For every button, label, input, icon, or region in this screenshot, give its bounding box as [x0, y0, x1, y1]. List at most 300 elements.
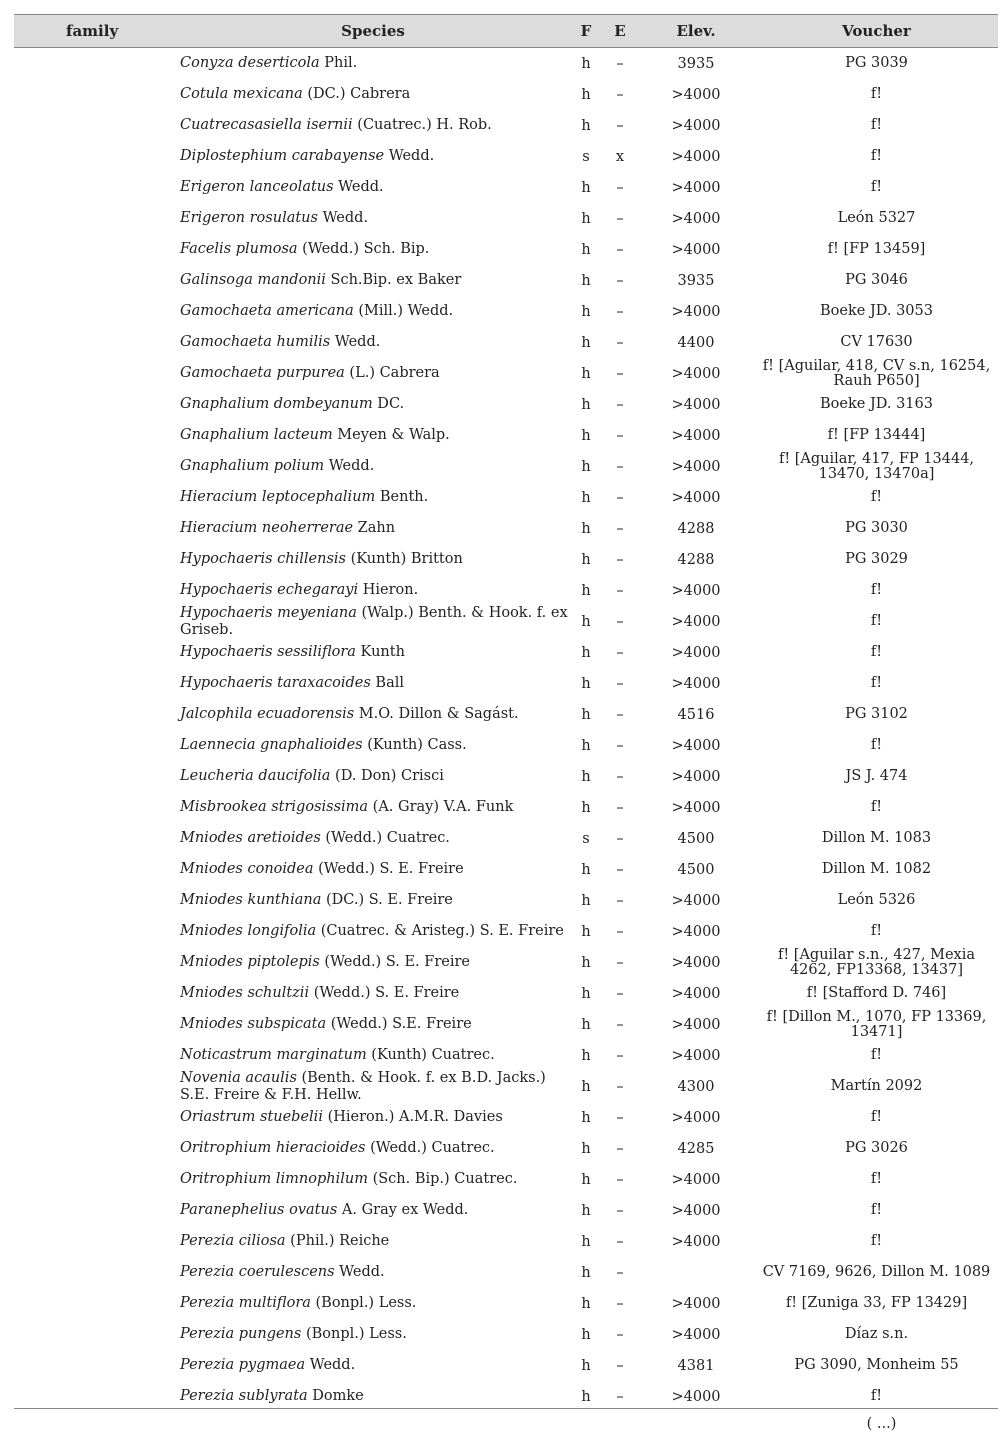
species-author: (Walp.) Benth. & Hook. f. ex Griseb. [180, 604, 568, 638]
elevation-cell: >4000 [671, 799, 721, 816]
growth-form-cell: h [581, 1047, 591, 1064]
species-cell [177, 1016, 569, 1033]
table-row [14, 544, 998, 575]
endemic-cell: – [616, 489, 624, 506]
growth-form-cell: h [581, 799, 591, 816]
elevation-cell: 4516 [677, 706, 715, 723]
species-name: Hypochaeris chillensis [180, 551, 346, 567]
species-author: Wedd. [333, 179, 384, 195]
elevation-cell: 3935 [677, 272, 715, 289]
species-name: Hypochaeris sessiliflora [180, 644, 356, 660]
growth-form-cell: h [581, 892, 591, 909]
species-cell [177, 1202, 569, 1219]
growth-form-cell: h [581, 923, 591, 940]
species-author: Sch.Bip. ex Baker [325, 272, 462, 288]
species-name: Mniodes conoidea [180, 861, 314, 877]
table-body [14, 48, 998, 1412]
species-name: Mniodes kunthiana [180, 892, 322, 908]
growth-form-cell: h [581, 985, 591, 1002]
table-row [14, 1288, 998, 1319]
endemic-cell: – [616, 303, 624, 320]
species-name: Diplostephium carabayense [180, 148, 385, 164]
species-author: Wedd. [305, 1357, 356, 1373]
endemic-cell: – [616, 1078, 624, 1095]
species-cell [177, 985, 569, 1002]
voucher-cell: León 5327 [837, 210, 916, 226]
table-row [14, 1226, 998, 1257]
species-name: Mniodes aretioides [180, 830, 321, 846]
voucher-cell: f! [870, 1171, 883, 1187]
species-author: Wedd. [324, 458, 375, 474]
species-author: Zahn [353, 520, 396, 536]
table-row [14, 451, 998, 482]
continued-marker: ( ...) [866, 1416, 897, 1432]
species-author: (Wedd.) S. E. Freire [319, 954, 470, 970]
growth-form-cell: h [581, 1326, 591, 1343]
species-name: Perezia ciliosa [180, 1233, 286, 1249]
growth-form-cell: h [581, 86, 591, 103]
species-cell [177, 799, 569, 816]
table-row [14, 668, 998, 699]
endemic-cell: – [616, 458, 624, 475]
voucher-cell: f! [870, 923, 883, 939]
species-cell [177, 582, 569, 599]
species-author: (Mill.) Wedd. [353, 303, 454, 319]
species-name: Jalcophila ecuadorensis [180, 706, 355, 722]
endemic-cell: – [616, 427, 624, 444]
table-row [14, 420, 998, 451]
species-author: (A. Gray) V.A. Funk [368, 799, 514, 815]
table-row [14, 854, 998, 885]
growth-form-cell: h [581, 582, 591, 599]
growth-form-cell: h [581, 768, 591, 785]
voucher-cell: PG 3039 [845, 55, 908, 71]
growth-form-cell: h [581, 55, 591, 72]
table-header [14, 14, 998, 48]
endemic-cell: – [616, 1109, 624, 1126]
growth-form-cell: s [582, 148, 590, 165]
elevation-cell: >4000 [671, 675, 721, 692]
voucher-cell: PG 3030 [845, 520, 908, 536]
species-cell [177, 334, 569, 351]
growth-form-cell: h [581, 272, 591, 289]
endemic-cell: – [616, 241, 624, 258]
elevation-cell: >4000 [671, 1295, 721, 1312]
table-row [14, 172, 998, 203]
table-row [14, 1071, 998, 1102]
table-row [14, 1195, 998, 1226]
voucher-cell: f! [Aguilar s.n., 427, Mexia 4262, FP13368, 13437] [777, 946, 975, 978]
species-cell [177, 644, 569, 661]
elevation-cell: >4000 [671, 1047, 721, 1064]
endemic-cell: – [616, 799, 624, 816]
species-author: (D. Don) Crisci [330, 768, 444, 784]
growth-form-cell: h [581, 520, 591, 537]
species-name: Oriastrum stuebelii [180, 1109, 323, 1125]
elevation-cell: >4000 [671, 1233, 721, 1250]
growth-form-cell: h [581, 1264, 591, 1281]
species-author: Meyen & Walp. [332, 427, 450, 443]
table-row [14, 265, 998, 296]
table-row [14, 110, 998, 141]
species-cell [177, 241, 569, 258]
elevation-cell: >4000 [671, 303, 721, 320]
species-author: (Wedd.) S. E. Freire [313, 861, 464, 877]
species-author: (Benth. & Hook. f. ex B.D. Jacks.) S.E. Freire & F.H. Hellw. [180, 1069, 546, 1103]
growth-form-cell: h [581, 334, 591, 351]
species-author: (Wedd.) Cuatrec. [365, 1140, 495, 1156]
elevation-cell: >4000 [671, 644, 721, 661]
elevation-cell: >4000 [671, 148, 721, 165]
elevation-cell: >4000 [671, 458, 721, 475]
voucher-cell: f! [FP 13444] [827, 427, 926, 443]
elevation-cell: >4000 [671, 396, 721, 413]
table-row [14, 141, 998, 172]
species-cell [177, 55, 569, 72]
growth-form-cell: h [581, 644, 591, 661]
voucher-cell: PG 3029 [845, 551, 908, 567]
growth-form-cell: h [581, 396, 591, 413]
voucher-cell: Dillon M. 1083 [821, 830, 932, 846]
species-name: Novenia acaulis [180, 1069, 297, 1086]
table-row [14, 823, 998, 854]
table-row [14, 761, 998, 792]
endemic-cell: – [616, 1140, 624, 1157]
elevation-cell: >4000 [671, 241, 721, 258]
growth-form-cell: h [581, 1171, 591, 1188]
growth-form-cell: h [581, 1388, 591, 1405]
species-name: Perezia pungens [180, 1326, 302, 1342]
species-author: Wedd. [330, 334, 381, 350]
species-author: (Wedd.) Sch. Bip. [297, 241, 430, 257]
species-name: Hieracium leptocephalium [180, 489, 376, 505]
voucher-cell: León 5326 [837, 892, 916, 908]
elevation-cell: >4000 [671, 1326, 721, 1343]
species-name: Mniodes schultzii [180, 985, 310, 1001]
endemic-cell: – [616, 644, 624, 661]
species-name: Galinsoga mandonii [180, 272, 326, 288]
species-author: Hieron. [358, 582, 419, 598]
voucher-cell: f! [870, 1109, 883, 1125]
elevation-cell: >4000 [671, 86, 721, 103]
endemic-cell: – [616, 582, 624, 599]
species-cell [177, 272, 569, 289]
table-row [14, 48, 998, 79]
endemic-cell: – [616, 117, 624, 134]
species-author: (DC.) Cabrera [302, 86, 411, 102]
voucher-cell: f! [870, 582, 883, 598]
species-table [14, 14, 998, 1412]
voucher-cell: f! [870, 1202, 883, 1218]
species-name: Erigeron rosulatus [180, 210, 318, 226]
table-row [14, 296, 998, 327]
species-author: Domke [307, 1388, 364, 1404]
voucher-cell: PG 3026 [845, 1140, 908, 1156]
voucher-cell: f! [870, 86, 883, 102]
voucher-cell: f! [870, 1233, 883, 1249]
endemic-cell: – [616, 86, 624, 103]
table-row [14, 234, 998, 265]
species-cell [177, 1109, 569, 1126]
endemic-cell: – [616, 55, 624, 72]
species-cell [177, 179, 569, 196]
table-row [14, 1257, 998, 1288]
elevation-cell: >4000 [671, 1202, 721, 1219]
voucher-cell: JS J. 474 [845, 768, 908, 784]
table-row [14, 1319, 998, 1350]
species-name: Hypochaeris echegarayi [180, 582, 359, 598]
species-author: (Wedd.) S. E. Freire [309, 985, 460, 1001]
endemic-cell: x [615, 148, 625, 165]
elevation-cell: >4000 [671, 923, 721, 940]
growth-form-cell: h [581, 1109, 591, 1126]
growth-form-cell: h [581, 427, 591, 444]
voucher-cell: f! [870, 148, 883, 164]
growth-form-cell: h [581, 117, 591, 134]
species-author: (Bonpl.) Less. [301, 1326, 407, 1342]
table-row [14, 513, 998, 544]
elevation-cell: >4000 [671, 1171, 721, 1188]
growth-form-cell: h [581, 954, 591, 971]
endemic-cell: – [616, 179, 624, 196]
growth-form-cell: h [581, 613, 591, 630]
species-author: (Wedd.) S.E. Freire [326, 1016, 472, 1032]
header-e: E [614, 22, 626, 40]
growth-form-cell: h [581, 179, 591, 196]
species-cell [177, 520, 569, 537]
species-cell [177, 1295, 569, 1312]
table-row [14, 1350, 998, 1381]
elevation-cell: >4000 [671, 427, 721, 444]
endemic-cell: – [616, 210, 624, 227]
table-row [14, 1102, 998, 1133]
species-name: Perezia multiflora [180, 1295, 311, 1311]
voucher-cell: f! [870, 117, 883, 133]
voucher-cell: f! [FP 13459] [827, 241, 926, 257]
table-row [14, 1009, 998, 1040]
voucher-cell: Dillon M. 1082 [821, 861, 932, 877]
endemic-cell: – [616, 675, 624, 692]
growth-form-cell: h [581, 706, 591, 723]
endemic-cell: – [616, 1295, 624, 1312]
species-name: Cuatrecasasiella isernii [180, 117, 353, 133]
elevation-cell: >4000 [671, 613, 721, 630]
elevation-cell: >4000 [671, 954, 721, 971]
species-name: Gnaphalium dombeyanum [180, 396, 373, 412]
growth-form-cell: h [581, 303, 591, 320]
endemic-cell: – [616, 830, 624, 847]
table-bottom-rule [14, 1408, 998, 1409]
growth-form-cell: s [582, 830, 590, 847]
endemic-cell: – [616, 768, 624, 785]
species-cell [177, 396, 569, 413]
growth-form-cell: h [581, 1140, 591, 1157]
endemic-cell: – [616, 334, 624, 351]
endemic-cell: – [616, 954, 624, 971]
endemic-cell: – [616, 1326, 624, 1343]
endemic-cell: – [616, 861, 624, 878]
growth-form-cell: h [581, 737, 591, 754]
elevation-cell: >4000 [671, 1016, 721, 1033]
growth-form-cell: h [581, 489, 591, 506]
species-name: Laennecia gnaphalioides [180, 737, 363, 753]
species-name: Perezia sublyrata [180, 1388, 308, 1404]
growth-form-cell: h [581, 1078, 591, 1095]
species-cell [177, 737, 569, 754]
elevation-cell: 4288 [677, 520, 715, 537]
table-row [14, 327, 998, 358]
species-cell [177, 551, 569, 568]
table-row [14, 606, 998, 637]
endemic-cell: – [616, 365, 624, 382]
voucher-cell: f! [Zuniga 33, FP 13429] [785, 1295, 968, 1311]
species-name: Oritrophium limnophilum [180, 1171, 368, 1187]
growth-form-cell: h [581, 1357, 591, 1374]
species-name: Gnaphalium lacteum [180, 427, 333, 443]
voucher-cell: f! [Aguilar, 418, CV s.n, 16254, Rauh P650] [762, 357, 991, 389]
species-cell [177, 303, 569, 320]
growth-form-cell: h [581, 1295, 591, 1312]
voucher-cell: f! [Aguilar, 417, FP 13444, 13470, 13470a] [778, 450, 975, 482]
table-row [14, 1164, 998, 1195]
endemic-cell: – [616, 706, 624, 723]
endemic-cell: – [616, 520, 624, 537]
elevation-cell: >4000 [671, 210, 721, 227]
header-elevation: Elev. [676, 22, 716, 40]
species-cell [177, 892, 569, 909]
elevation-cell: >4000 [671, 489, 721, 506]
endemic-cell: – [616, 985, 624, 1002]
endemic-cell: – [616, 737, 624, 754]
species-author: Ball [370, 675, 405, 691]
species-name: Paranephelius ovatus [180, 1202, 338, 1218]
elevation-cell: >4000 [671, 985, 721, 1002]
voucher-cell: CV 7169, 9626, Dillon M. 1089 [762, 1264, 991, 1280]
species-cell [177, 1388, 569, 1405]
voucher-cell: Martín 2092 [830, 1078, 923, 1094]
species-name: Hieracium neoherrerae [180, 520, 354, 536]
voucher-cell: f! [870, 179, 883, 195]
elevation-cell: >4000 [671, 365, 721, 382]
elevation-cell: >4000 [671, 737, 721, 754]
voucher-cell: CV 17630 [840, 334, 913, 350]
elevation-cell: 4288 [677, 551, 715, 568]
voucher-cell: Díaz s.n. [844, 1326, 909, 1342]
species-cell [177, 1047, 569, 1064]
elevation-cell: >4000 [671, 117, 721, 134]
species-name: Misbrookea strigosissima [180, 799, 369, 815]
species-cell [177, 489, 569, 506]
table-row [14, 947, 998, 978]
species-author: (Kunth) Britton [345, 551, 463, 567]
header-f: F [580, 22, 592, 40]
species-author: (Phil.) Reiche [285, 1233, 390, 1249]
species-cell [177, 923, 569, 940]
growth-form-cell: h [581, 551, 591, 568]
endemic-cell: – [616, 1016, 624, 1033]
species-author: Wedd. [334, 1264, 385, 1280]
species-author: (Kunth) Cass. [362, 737, 467, 753]
species-cell [177, 1233, 569, 1250]
endemic-cell: – [616, 1388, 624, 1405]
endemic-cell: – [616, 1233, 624, 1250]
species-name: Gamochaeta humilis [180, 334, 331, 350]
species-cell [177, 427, 569, 444]
species-cell [177, 706, 569, 723]
table-row [14, 1040, 998, 1071]
voucher-cell: f! [870, 799, 883, 815]
voucher-cell: f! [870, 675, 883, 691]
species-name: Mniodes longifolia [180, 923, 317, 939]
table-row [14, 575, 998, 606]
table-row [14, 637, 998, 668]
elevation-cell: >4000 [671, 179, 721, 196]
elevation-cell: >4000 [671, 768, 721, 785]
growth-form-cell: h [581, 365, 591, 382]
species-name: Gamochaeta americana [180, 303, 354, 319]
species-cell [177, 1171, 569, 1188]
species-cell [177, 861, 569, 878]
table-row [14, 730, 998, 761]
voucher-cell: f! [870, 613, 883, 629]
elevation-cell: 4400 [677, 334, 715, 351]
table-row [14, 885, 998, 916]
species-cell [177, 117, 569, 134]
species-name: Hypochaeris meyeniana [180, 604, 357, 621]
species-name: Facelis plumosa [180, 241, 298, 257]
species-cell [177, 365, 569, 382]
header-species: Species [341, 21, 405, 40]
species-name: Cotula mexicana [180, 86, 303, 102]
species-name: Erigeron lanceolatus [180, 179, 334, 195]
species-cell [177, 86, 569, 103]
species-name: Oritrophium hieracioides [180, 1140, 366, 1156]
species-cell [177, 1140, 569, 1157]
endemic-cell: – [616, 1171, 624, 1188]
species-cell [177, 1326, 569, 1343]
voucher-cell: PG 3090, Monheim 55 [794, 1357, 959, 1373]
endemic-cell: – [616, 1357, 624, 1374]
species-name: Mniodes piptolepis [180, 954, 320, 970]
species-author: (Bonpl.) Less. [310, 1295, 417, 1311]
endemic-cell: – [616, 613, 624, 630]
species-author: (Cuatrec. & Aristeg.) S. E. Freire [316, 923, 564, 939]
table-row [14, 792, 998, 823]
voucher-cell: PG 3102 [845, 706, 908, 722]
elevation-cell: 4285 [677, 1140, 715, 1157]
elevation-cell: >4000 [671, 892, 721, 909]
endemic-cell: – [616, 272, 624, 289]
species-author: M.O. Dillon & Sagást. [354, 706, 519, 722]
species-author: (Cuatrec.) H. Rob. [352, 117, 492, 133]
growth-form-cell: h [581, 1202, 591, 1219]
growth-form-cell: h [581, 1233, 591, 1250]
endemic-cell: – [616, 923, 624, 940]
species-name: Perezia pygmaea [180, 1357, 306, 1373]
growth-form-cell: h [581, 241, 591, 258]
elevation-cell: 4300 [677, 1078, 715, 1095]
endemic-cell: – [616, 1202, 624, 1219]
endemic-cell: – [616, 1264, 624, 1281]
growth-form-cell: h [581, 210, 591, 227]
table-row [14, 79, 998, 110]
endemic-cell: – [616, 1047, 624, 1064]
species-cell [177, 458, 569, 475]
voucher-cell: f! [870, 644, 883, 660]
species-name: Leucheria daucifolia [180, 768, 331, 784]
endemic-cell: – [616, 892, 624, 909]
voucher-cell: f! [870, 1388, 883, 1404]
